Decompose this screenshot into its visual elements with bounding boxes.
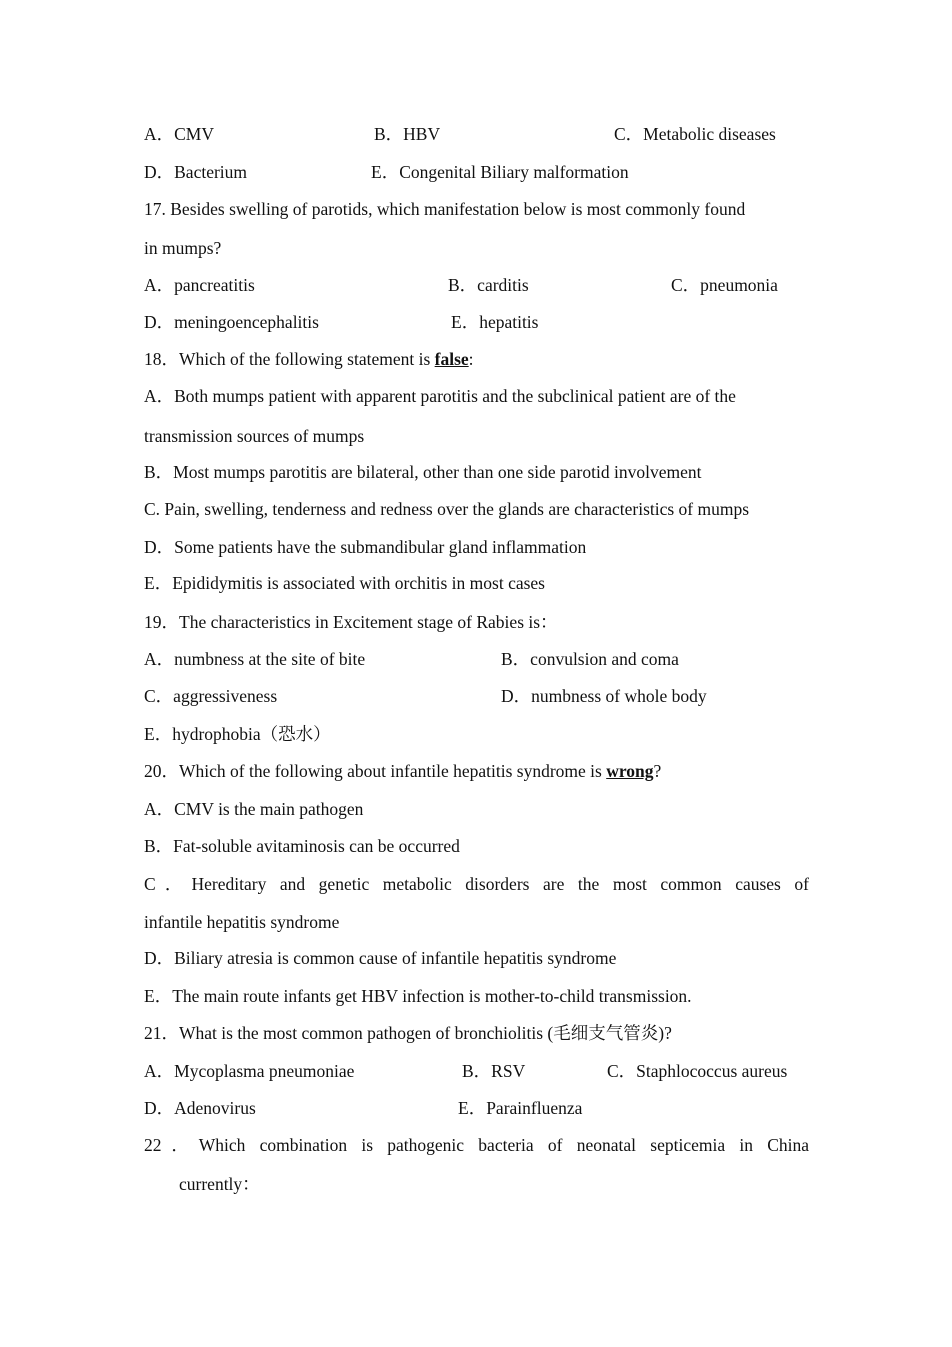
q18-option-e: E．Epididymitis is associated with orchitis in most cases xyxy=(144,573,545,593)
q16-option-c: C．Metabolic diseases xyxy=(614,124,776,144)
q17-stem-line1: 17. Besides swelling of parotids, which manifestation below is most commonly found xyxy=(144,199,746,219)
q20-stem-text: 20．Which of the following about infantile hepatitis syndrome is xyxy=(144,761,607,781)
q20-option-e: E．The main route infants get HBV infection is mother-to-child transmission. xyxy=(144,986,692,1006)
q22-stem-line2: currently： xyxy=(179,1174,260,1194)
q17-option-e: E．hepatitis xyxy=(451,312,539,332)
q20-stem xyxy=(144,760,661,782)
q19-option-c: C．aggressiveness xyxy=(144,686,278,706)
q18-option-a-line2: transmission sources of mumps xyxy=(144,426,365,446)
q20-option-c-line1: C．Hereditary and genetic metabolic disorders are the most common causes of xyxy=(144,874,809,894)
q19-option-d: D．numbness of whole body xyxy=(501,686,707,706)
q18-stem-text: 18．Which of the following statement is xyxy=(144,349,435,369)
q21-option-d: D．Adenovirus xyxy=(144,1098,256,1118)
q17-stem-line2: in mumps? xyxy=(144,238,222,258)
q16-option-a: A．CMV xyxy=(144,124,215,144)
q18-keyword: false xyxy=(434,349,469,369)
q18-option-a-line1: A．Both mumps patient with apparent parotitis and the subclinical patient are of the xyxy=(144,386,736,406)
q19-stem: 19．The characteristics in Excitement stage of Rabies is： xyxy=(144,612,558,632)
q19-option-b: B．convulsion and coma xyxy=(501,649,679,669)
q21-option-b: B．RSV xyxy=(462,1061,526,1081)
q19-option-a: A．numbness at the site of bite xyxy=(144,649,366,669)
q17-option-c: C．pneumonia xyxy=(671,275,778,295)
q16-option-e: E．Congenital Biliary malformation xyxy=(371,162,629,182)
q21-option-c: C．Staphlococcus aureus xyxy=(607,1061,788,1081)
q16-option-b: B．HBV xyxy=(374,124,441,144)
q18-stem-punct: : xyxy=(468,349,474,369)
q18-option-d: D．Some patients have the submandibular gland inflammation xyxy=(144,537,587,557)
q18-stem xyxy=(144,348,474,370)
q18-option-b: B．Most mumps parotitis are bilateral, other than one side parotid involvement xyxy=(144,462,702,482)
q21-stem: 21．What is the most common pathogen of bronchiolitis (毛细支气管炎)? xyxy=(144,1023,672,1043)
q20-keyword: wrong xyxy=(606,761,654,781)
q16-option-d: D．Bacterium xyxy=(144,162,248,182)
q22-stem-line1: 22．Which combination is pathogenic bacteria of neonatal septicemia in China xyxy=(144,1135,809,1155)
q20-stem-punct: ? xyxy=(653,761,662,781)
q21-option-e: E．Parainfluenza xyxy=(458,1098,583,1118)
q17-option-a: A．pancreatitis xyxy=(144,275,255,295)
q20-option-d: D．Biliary atresia is common cause of infantile hepatitis syndrome xyxy=(144,948,617,968)
q17-option-b: B．carditis xyxy=(448,275,529,295)
q18-option-c: C. Pain, swelling, tenderness and redness over the glands are characteristics of mumps xyxy=(144,499,750,519)
q20-option-a: A．CMV is the main pathogen xyxy=(144,799,364,819)
q21-option-a: A．Mycoplasma pneumoniae xyxy=(144,1061,355,1081)
q19-option-e: E．hydrophobia（恐水） xyxy=(144,724,331,744)
q20-option-c-line2: infantile hepatitis syndrome xyxy=(144,912,340,932)
q17-option-d: D．meningoencephalitis xyxy=(144,312,319,332)
q20-option-b: B．Fat-soluble avitaminosis can be occurred xyxy=(144,836,460,856)
